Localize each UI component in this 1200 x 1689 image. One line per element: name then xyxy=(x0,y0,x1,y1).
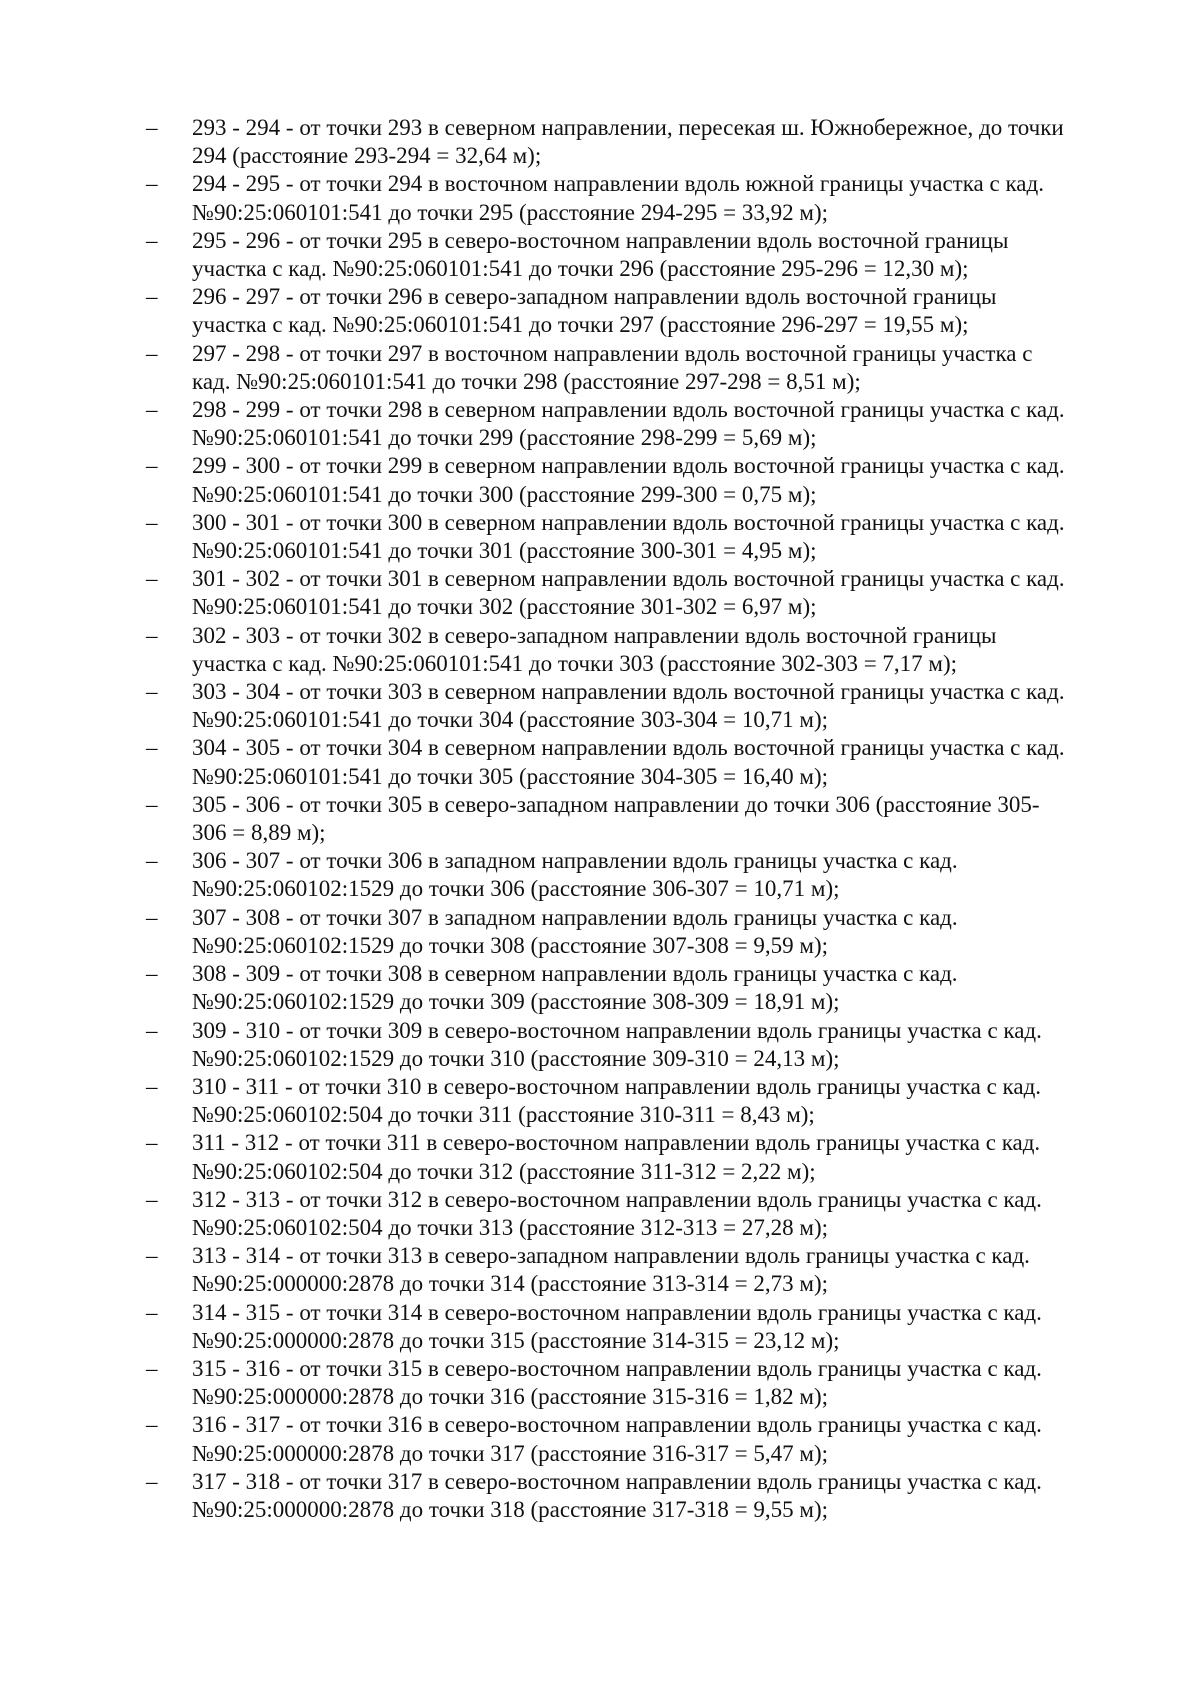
list-item xyxy=(146,452,1122,508)
list-item xyxy=(146,283,1122,339)
item-line-2: 306 = 8,89 м); xyxy=(192,820,326,846)
list-bullet: – xyxy=(146,1243,158,1269)
item-line-2: №90:25:060101:541 до точки 299 (расстояние 298-299 = 5,69 м); xyxy=(192,425,817,451)
item-line-1: 314 - 315 - от точки 314 в северо-восточном направлении вдоль границы участка с кад. xyxy=(192,1299,1042,1325)
list-bullet: – xyxy=(146,791,158,817)
list-bullet: – xyxy=(146,453,158,479)
list-item xyxy=(146,1186,1122,1242)
list-item xyxy=(146,170,1122,226)
item-line-1: 295 - 296 - от точки 295 в северо-восточном направлении вдоль восточной границы xyxy=(192,227,1009,253)
list-bullet: – xyxy=(146,397,158,423)
item-line-1: 306 - 307 - от точки 306 в западном направлении вдоль границы участка с кад. xyxy=(192,848,958,874)
item-line-1: 309 - 310 - от точки 309 в северо-восточном направлении вдоль границы участка с кад. xyxy=(192,1017,1042,1043)
list-bullet: – xyxy=(146,1355,158,1381)
item-line-2: №90:25:000000:2878 до точки 314 (расстояние 313-314 = 2,73 м); xyxy=(192,1271,829,1297)
item-line-2: №90:25:000000:2878 до точки 318 (расстояние 317-318 = 9,55 м); xyxy=(192,1496,829,1522)
list-bullet: – xyxy=(146,1073,158,1099)
list-item xyxy=(146,791,1122,847)
list-bullet: – xyxy=(146,904,158,930)
item-line-2: №90:25:060101:541 до точки 295 (расстояние 294-295 = 33,92 м); xyxy=(192,199,829,225)
list-bullet: – xyxy=(146,1017,158,1043)
item-line-2: участка с кад. №90:25:060101:541 до точки 303 (расстояние 302-303 = 7,17 м); xyxy=(192,650,958,676)
list-item xyxy=(146,904,1122,960)
item-line-2: участка с кад. №90:25:060101:541 до точки 297 (расстояние 296-297 = 19,55 м); xyxy=(192,312,969,338)
item-line-2: №90:25:060101:541 до точки 304 (расстояние 303-304 = 10,71 м); xyxy=(192,707,829,733)
list-item xyxy=(146,1468,1122,1524)
item-line-1: 310 - 311 - от точки 310 в северо-восточном направлении вдоль границы участка с кад. xyxy=(192,1073,1042,1099)
item-line-2: №90:25:060102:504 до точки 312 (расстояние 311-312 = 2,22 м); xyxy=(192,1158,816,1184)
list-item xyxy=(146,227,1122,283)
item-line-2: №90:25:060102:1529 до точки 309 (расстояние 308-309 = 18,91 м); xyxy=(192,989,840,1015)
item-line-2: №90:25:060102:504 до точки 313 (расстояние 312-313 = 27,28 м); xyxy=(192,1214,829,1240)
list-item xyxy=(146,1017,1122,1073)
list-item xyxy=(146,622,1122,678)
list-item xyxy=(146,1242,1122,1298)
list-bullet: – xyxy=(146,1186,158,1212)
item-line-1: 307 - 308 - от точки 307 в западном направлении вдоль границы участка с кад. xyxy=(192,904,958,930)
list-item xyxy=(146,396,1122,452)
item-line-1: 293 - 294 - от точки 293 в северном направлении, пересекая ш. Южнобережное, до точки xyxy=(192,115,1064,140)
list-bullet: – xyxy=(146,566,158,592)
item-line-1: 296 - 297 - от точки 296 в северо-западном направлении вдоль восточной границы xyxy=(192,284,997,310)
list-item xyxy=(146,565,1122,621)
list-item xyxy=(146,509,1122,565)
item-line-1: 313 - 314 - от точки 313 в северо-западном направлении вдоль границы участка с кад. xyxy=(192,1243,1030,1269)
item-line-2: №90:25:060101:541 до точки 301 (расстояние 300-301 = 4,95 м); xyxy=(192,538,817,564)
list-bullet: – xyxy=(146,1299,158,1325)
item-line-2: №90:25:000000:2878 до точки 315 (расстояние 314-315 = 23,12 м); xyxy=(192,1327,840,1353)
list-bullet: – xyxy=(146,1412,158,1438)
list-bullet: – xyxy=(146,961,158,987)
item-line-2: №90:25:000000:2878 до точки 317 (расстояние 316-317 = 5,47 м); xyxy=(192,1440,829,1466)
item-line-2: участка с кад. №90:25:060101:541 до точки 296 (расстояние 295-296 = 12,30 м); xyxy=(192,256,969,282)
item-line-2: №90:25:060101:541 до точки 305 (расстояние 304-305 = 16,40 м); xyxy=(192,763,829,789)
item-line-2: №90:25:060102:1529 до точки 306 (расстояние 306-307 = 10,71 м); xyxy=(192,876,840,902)
list-item xyxy=(146,847,1122,903)
item-line-2: №90:25:060102:1529 до точки 308 (расстояние 307-308 = 9,59 м); xyxy=(192,932,829,958)
list-item xyxy=(146,114,1122,170)
item-line-1: 312 - 313 - от точки 312 в северо-восточном направлении вдоль границы участка с кад. xyxy=(192,1186,1042,1212)
item-line-1: 300 - 301 - от точки 300 в северном направлении вдоль восточной границы участка с кад. xyxy=(192,509,1065,535)
item-line-1: 304 - 305 - от точки 304 в северном направлении вдоль восточной границы участка с кад. xyxy=(192,735,1065,761)
list-bullet: – xyxy=(146,1130,158,1156)
list-item xyxy=(146,1073,1122,1129)
boundary-description-list xyxy=(146,114,1120,1524)
item-line-1: 315 - 316 - от точки 315 в северо-восточном направлении вдоль границы участка с кад. xyxy=(192,1355,1042,1381)
item-line-1: 297 - 298 - от точки 297 в восточном направлении вдоль восточной границы участка с xyxy=(192,340,1033,366)
item-line-1: 294 - 295 - от точки 294 в восточном направлении вдоль южной границы участка с кад. xyxy=(192,171,1044,197)
item-line-1: 311 - 312 - от точки 311 в северо-восточном направлении вдоль границы участка с кад. xyxy=(192,1130,1041,1156)
item-line-1: 305 - 306 - от точки 305 в северо-западном направлении до точки 306 (расстояние 305- xyxy=(192,791,1040,817)
list-item xyxy=(146,734,1122,790)
item-line-1: 299 - 300 - от точки 299 в северном направлении вдоль восточной границы участка с кад. xyxy=(192,453,1065,479)
list-item xyxy=(146,678,1122,734)
list-bullet: – xyxy=(146,227,158,253)
item-line-1: 308 - 309 - от точки 308 в северном направлении вдоль границы участка с кад. xyxy=(192,961,958,987)
item-line-1: 301 - 302 - от точки 301 в северном направлении вдоль восточной границы участка с кад. xyxy=(192,566,1065,592)
list-bullet: – xyxy=(146,509,158,535)
item-line-1: 316 - 317 - от точки 316 в северо-восточном направлении вдоль границы участка с кад. xyxy=(192,1412,1042,1438)
list-bullet: – xyxy=(146,622,158,648)
item-line-2: №90:25:060102:504 до точки 311 (расстояние 310-311 = 8,43 м); xyxy=(192,1102,815,1128)
list-bullet: – xyxy=(146,1468,158,1494)
list-item xyxy=(146,340,1122,396)
list-item xyxy=(146,1411,1122,1467)
item-line-2: кад. №90:25:060101:541 до точки 298 (расстояние 297-298 = 8,51 м); xyxy=(192,368,861,394)
item-line-1: 317 - 318 - от точки 317 в северо-восточном направлении вдоль границы участка с кад. xyxy=(192,1468,1042,1494)
item-line-2: №90:25:060101:541 до точки 300 (расстояние 299-300 = 0,75 м); xyxy=(192,481,817,507)
item-line-2: 294 (расстояние 293-294 = 32,64 м); xyxy=(192,143,542,169)
list-bullet: – xyxy=(146,284,158,310)
list-item xyxy=(146,960,1122,1016)
item-line-1: 302 - 303 - от точки 302 в северо-западном направлении вдоль восточной границы xyxy=(192,622,997,648)
list-bullet: – xyxy=(146,848,158,874)
list-bullet: – xyxy=(146,171,158,197)
list-item xyxy=(146,1129,1122,1185)
item-line-2: №90:25:060101:541 до точки 302 (расстояние 301-302 = 6,97 м); xyxy=(192,594,817,620)
list-bullet: – xyxy=(146,735,158,761)
list-item xyxy=(146,1299,1122,1355)
list-bullet: – xyxy=(146,679,158,705)
item-line-1: 298 - 299 - от точки 298 в северном направлении вдоль восточной границы участка с кад. xyxy=(192,397,1065,423)
item-line-1: 303 - 304 - от точки 303 в северном направлении вдоль восточной границы участка с кад. xyxy=(192,679,1065,705)
list-item xyxy=(146,1355,1122,1411)
list-bullet: – xyxy=(146,340,158,366)
item-line-2: №90:25:060102:1529 до точки 310 (расстояние 309-310 = 24,13 м); xyxy=(192,1045,840,1071)
item-line-2: №90:25:000000:2878 до точки 316 (расстояние 315-316 = 1,82 м); xyxy=(192,1384,829,1410)
list-bullet: – xyxy=(146,115,158,140)
